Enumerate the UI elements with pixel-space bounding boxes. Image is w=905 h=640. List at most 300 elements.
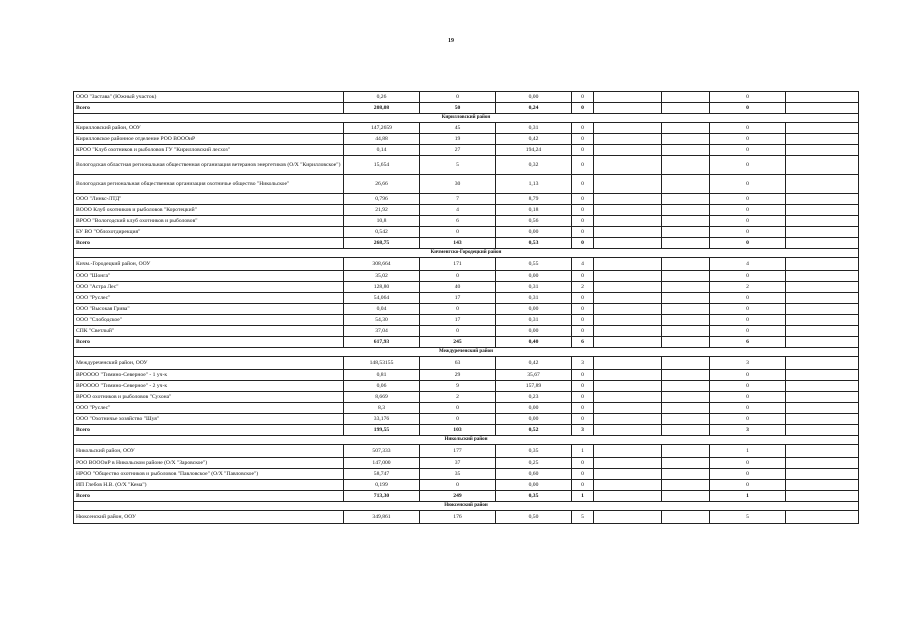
cell-c3: 0,32 <box>496 156 572 175</box>
district-name: Нюксенский район <box>74 502 859 511</box>
cell-c3: 0,31 <box>496 282 572 293</box>
organization-name: ООО "Линкс-ЛТД" <box>74 194 344 205</box>
cell-c7: 0 <box>710 271 786 282</box>
cell-c4: 0 <box>572 134 594 145</box>
cell-c1: 44,88 <box>344 134 420 145</box>
cell-c7: 0 <box>710 238 786 249</box>
cell-c4: 0 <box>572 194 594 205</box>
table-row <box>74 445 859 458</box>
cell-c7: 0 <box>710 156 786 175</box>
cell-c7: 6 <box>710 337 786 348</box>
table-row <box>74 414 859 425</box>
cell-c8 <box>786 370 859 381</box>
cell-c8 <box>786 293 859 304</box>
cell-c1: 0,04 <box>344 304 420 315</box>
cell-c8 <box>786 337 859 348</box>
table-row <box>74 293 859 304</box>
cell-c2: 171 <box>420 258 496 271</box>
cell-c1: 10,8 <box>344 216 420 227</box>
cell-c1: 0,542 <box>344 227 420 238</box>
cell-c8 <box>786 357 859 370</box>
cell-c3: 0,00 <box>496 92 572 103</box>
cell-c6 <box>662 238 710 249</box>
cell-c4: 1 <box>572 491 594 502</box>
cell-c5 <box>594 480 662 491</box>
cell-c1: 308,664 <box>344 258 420 271</box>
organization-name: Всего <box>74 103 344 114</box>
cell-c8 <box>786 216 859 227</box>
cell-c6 <box>662 326 710 337</box>
cell-c4: 0 <box>572 315 594 326</box>
cell-c1: 0,14 <box>344 145 420 156</box>
cell-c5 <box>594 123 662 134</box>
cell-c2: 2 <box>420 392 496 403</box>
cell-c7: 4 <box>710 258 786 271</box>
cell-c4: 0 <box>572 238 594 249</box>
cell-c5 <box>594 458 662 469</box>
cell-c6 <box>662 511 710 524</box>
cell-c1: 21,92 <box>344 205 420 216</box>
cell-c5 <box>594 403 662 414</box>
table-row <box>74 123 859 134</box>
cell-c3: 0,25 <box>496 458 572 469</box>
cell-c1: 199,55 <box>344 425 420 436</box>
cell-c1: 268,75 <box>344 238 420 249</box>
cell-c5 <box>594 205 662 216</box>
organization-name: РОО ВОООиР в Никольском районе (О/Х "Заровское") <box>74 458 344 469</box>
cell-c5 <box>594 357 662 370</box>
cell-c3: 0,18 <box>496 205 572 216</box>
organization-name: ООО "Астра Лес" <box>74 282 344 293</box>
total-row <box>74 491 859 502</box>
cell-c5 <box>594 92 662 103</box>
cell-c7: 2 <box>710 282 786 293</box>
cell-c4: 0 <box>572 381 594 392</box>
cell-c8 <box>786 403 859 414</box>
cell-c7: 0 <box>710 414 786 425</box>
table-row <box>74 469 859 480</box>
cell-c4: 6 <box>572 337 594 348</box>
cell-c3: 8,79 <box>496 194 572 205</box>
cell-c7: 0 <box>710 480 786 491</box>
organization-name: Всего <box>74 425 344 436</box>
cell-c8 <box>786 414 859 425</box>
cell-c7: 0 <box>710 458 786 469</box>
page-number: 19 <box>448 38 454 44</box>
cell-c3: 0,42 <box>496 134 572 145</box>
cell-c1: 54,064 <box>344 293 420 304</box>
cell-c3: 0,50 <box>496 511 572 524</box>
organization-name: БУ ВО "Облохотдирекция" <box>74 227 344 238</box>
cell-c2: 4 <box>420 205 496 216</box>
cell-c2: 0 <box>420 304 496 315</box>
cell-c3: 0,23 <box>496 392 572 403</box>
cell-c2: 40 <box>420 282 496 293</box>
cell-c5 <box>594 227 662 238</box>
table-row <box>74 194 859 205</box>
cell-c1: 8,3 <box>344 403 420 414</box>
organization-name: СПК "Светлый" <box>74 326 344 337</box>
cell-c2: 103 <box>420 425 496 436</box>
cell-c3: 0,00 <box>496 480 572 491</box>
cell-c4: 3 <box>572 425 594 436</box>
cell-c6 <box>662 227 710 238</box>
cell-c3: 194,24 <box>496 145 572 156</box>
cell-c5 <box>594 175 662 194</box>
cell-c7: 0 <box>710 293 786 304</box>
cell-c2: 0 <box>420 271 496 282</box>
cell-c8 <box>786 238 859 249</box>
cell-c2: 17 <box>420 315 496 326</box>
table-row <box>74 511 859 524</box>
district-header-row <box>74 249 859 258</box>
table-row <box>74 258 859 271</box>
cell-c7: 0 <box>710 326 786 337</box>
cell-c8 <box>786 227 859 238</box>
cell-c6 <box>662 156 710 175</box>
cell-c1: 58,747 <box>344 469 420 480</box>
cell-c6 <box>662 357 710 370</box>
cell-c5 <box>594 469 662 480</box>
cell-c6 <box>662 134 710 145</box>
district-name: Кирилловский район <box>74 114 859 123</box>
cell-c7: 0 <box>710 381 786 392</box>
cell-c2: 0 <box>420 414 496 425</box>
cell-c3: 0,35 <box>496 491 572 502</box>
cell-c5 <box>594 293 662 304</box>
cell-c6 <box>662 370 710 381</box>
organization-name: ИП Глебов Н.В. (О/Х "Кема") <box>74 480 344 491</box>
organization-name: ООО "Шонга" <box>74 271 344 282</box>
cell-c8 <box>786 315 859 326</box>
organization-name: ООО "Высокая Грива" <box>74 304 344 315</box>
cell-c5 <box>594 216 662 227</box>
cell-c2: 0 <box>420 92 496 103</box>
cell-c1: 617,93 <box>344 337 420 348</box>
table-row <box>74 145 859 156</box>
cell-c1: 147,000 <box>344 458 420 469</box>
table-row <box>74 227 859 238</box>
cell-c1: 0,26 <box>344 92 420 103</box>
cell-c3: 0,00 <box>496 227 572 238</box>
cell-c6 <box>662 469 710 480</box>
organization-name: Всего <box>74 491 344 502</box>
district-header-row <box>74 502 859 511</box>
cell-c4: 3 <box>572 357 594 370</box>
cell-c1: 208,08 <box>344 103 420 114</box>
table-body <box>74 92 859 524</box>
cell-c4: 0 <box>572 175 594 194</box>
cell-c2: 50 <box>420 103 496 114</box>
cell-c4: 1 <box>572 445 594 458</box>
cell-c4: 0 <box>572 92 594 103</box>
table-row <box>74 357 859 370</box>
cell-c2: 177 <box>420 445 496 458</box>
table-row <box>74 381 859 392</box>
organization-name: Всего <box>74 238 344 249</box>
cell-c7: 3 <box>710 425 786 436</box>
cell-c5 <box>594 491 662 502</box>
total-row <box>74 238 859 249</box>
cell-c5 <box>594 258 662 271</box>
cell-c8 <box>786 271 859 282</box>
cell-c1: 713,30 <box>344 491 420 502</box>
cell-c1: 148,53155 <box>344 357 420 370</box>
cell-c6 <box>662 381 710 392</box>
district-header-row <box>74 436 859 445</box>
cell-c6 <box>662 403 710 414</box>
cell-c4: 0 <box>572 293 594 304</box>
cell-c2: 245 <box>420 337 496 348</box>
cell-c5 <box>594 194 662 205</box>
cell-c6 <box>662 392 710 403</box>
cell-c3: 0,24 <box>496 103 572 114</box>
cell-c7: 0 <box>710 227 786 238</box>
cell-c7: 0 <box>710 103 786 114</box>
cell-c7: 0 <box>710 92 786 103</box>
cell-c4: 0 <box>572 156 594 175</box>
cell-c7: 0 <box>710 304 786 315</box>
cell-c2: 17 <box>420 293 496 304</box>
total-row <box>74 425 859 436</box>
cell-c6 <box>662 425 710 436</box>
cell-c3: 0,53 <box>496 238 572 249</box>
cell-c8 <box>786 511 859 524</box>
organization-name: ВРОО "Вологодский клуб охотников и рыболовов" <box>74 216 344 227</box>
cell-c6 <box>662 458 710 469</box>
organization-name: ООО "Застава" (Южный участок) <box>74 92 344 103</box>
cell-c8 <box>786 134 859 145</box>
cell-c8 <box>786 326 859 337</box>
cell-c4: 0 <box>572 403 594 414</box>
cell-c2: 249 <box>420 491 496 502</box>
cell-c4: 0 <box>572 123 594 134</box>
total-row <box>74 103 859 114</box>
cell-c5 <box>594 326 662 337</box>
cell-c3: 0,40 <box>496 337 572 348</box>
cell-c4: 0 <box>572 414 594 425</box>
cell-c1: 0,796 <box>344 194 420 205</box>
cell-c8 <box>786 458 859 469</box>
hunting-data-table <box>73 91 859 524</box>
cell-c6 <box>662 491 710 502</box>
organization-name: Нюксенский район, ООУ <box>74 511 344 524</box>
cell-c6 <box>662 480 710 491</box>
cell-c2: 29 <box>420 370 496 381</box>
cell-c3: 0,00 <box>496 326 572 337</box>
cell-c7: 0 <box>710 469 786 480</box>
table-row <box>74 304 859 315</box>
cell-c8 <box>786 425 859 436</box>
cell-c1: 0,06 <box>344 381 420 392</box>
cell-c6 <box>662 145 710 156</box>
cell-c2: 27 <box>420 145 496 156</box>
table-row <box>74 175 859 194</box>
cell-c4: 4 <box>572 258 594 271</box>
organization-name: Кирилловское районное отделение РОО ВОООиР <box>74 134 344 145</box>
cell-c3: 0,31 <box>496 123 572 134</box>
cell-c5 <box>594 315 662 326</box>
cell-c5 <box>594 304 662 315</box>
cell-c8 <box>786 145 859 156</box>
cell-c1: 54,30 <box>344 315 420 326</box>
organization-name: ВРОООО "Тимино-Северное" - 1 уч-к <box>74 370 344 381</box>
cell-c3: 1,13 <box>496 175 572 194</box>
table-row <box>74 134 859 145</box>
cell-c3: 0,56 <box>496 216 572 227</box>
cell-c8 <box>786 92 859 103</box>
cell-c4: 0 <box>572 469 594 480</box>
table-row <box>74 271 859 282</box>
table-row <box>74 370 859 381</box>
cell-c3: 0,60 <box>496 469 572 480</box>
organization-name: ВРОООО "Тимино-Северное" - 2 уч-к <box>74 381 344 392</box>
cell-c7: 5 <box>710 511 786 524</box>
cell-c6 <box>662 194 710 205</box>
cell-c1: 37,04 <box>344 326 420 337</box>
cell-c1: 15,654 <box>344 156 420 175</box>
cell-c2: 35 <box>420 469 496 480</box>
cell-c8 <box>786 304 859 315</box>
cell-c4: 0 <box>572 103 594 114</box>
cell-c7: 0 <box>710 392 786 403</box>
cell-c7: 1 <box>710 445 786 458</box>
cell-c3: 0,00 <box>496 414 572 425</box>
table-row <box>74 326 859 337</box>
cell-c8 <box>786 156 859 175</box>
organization-name: Всего <box>74 337 344 348</box>
cell-c7: 1 <box>710 491 786 502</box>
organization-name: Кирилловский район, ООУ <box>74 123 344 134</box>
cell-c3: 157,89 <box>496 381 572 392</box>
table-row <box>74 92 859 103</box>
cell-c3: 0,00 <box>496 403 572 414</box>
table-row <box>74 156 859 175</box>
district-name: Междуреченский район <box>74 348 859 357</box>
organization-name: ООО "Слободское" <box>74 315 344 326</box>
cell-c5 <box>594 425 662 436</box>
cell-c1: 147,2659 <box>344 123 420 134</box>
cell-c7: 0 <box>710 315 786 326</box>
cell-c5 <box>594 392 662 403</box>
organization-name: Никольский район, ООУ <box>74 445 344 458</box>
cell-c1: 35,02 <box>344 271 420 282</box>
cell-c8 <box>786 205 859 216</box>
table-row <box>74 480 859 491</box>
cell-c6 <box>662 445 710 458</box>
organization-name: Междуреченский район, ООУ <box>74 357 344 370</box>
cell-c4: 0 <box>572 227 594 238</box>
cell-c1: 349,861 <box>344 511 420 524</box>
cell-c5 <box>594 370 662 381</box>
cell-c8 <box>786 392 859 403</box>
cell-c4: 0 <box>572 370 594 381</box>
cell-c6 <box>662 315 710 326</box>
cell-c3: 0,31 <box>496 315 572 326</box>
cell-c4: 0 <box>572 304 594 315</box>
cell-c3: 0,55 <box>496 258 572 271</box>
cell-c6 <box>662 92 710 103</box>
cell-c2: 5 <box>420 156 496 175</box>
cell-c1: 26,66 <box>344 175 420 194</box>
cell-c4: 5 <box>572 511 594 524</box>
table-row <box>74 282 859 293</box>
district-header-row <box>74 348 859 357</box>
cell-c8 <box>786 103 859 114</box>
organization-name: ВООО Клуб охотников и рыболовов "Коротецкий" <box>74 205 344 216</box>
cell-c8 <box>786 480 859 491</box>
cell-c7: 0 <box>710 370 786 381</box>
cell-c7: 0 <box>710 403 786 414</box>
cell-c6 <box>662 175 710 194</box>
cell-c5 <box>594 282 662 293</box>
cell-c1: 8,669 <box>344 392 420 403</box>
cell-c2: 0 <box>420 227 496 238</box>
cell-c5 <box>594 511 662 524</box>
cell-c8 <box>786 469 859 480</box>
cell-c5 <box>594 134 662 145</box>
cell-c3: 35,67 <box>496 370 572 381</box>
cell-c4: 0 <box>572 205 594 216</box>
cell-c6 <box>662 216 710 227</box>
cell-c1: 128,80 <box>344 282 420 293</box>
cell-c3: 0,42 <box>496 357 572 370</box>
cell-c5 <box>594 156 662 175</box>
cell-c8 <box>786 445 859 458</box>
cell-c8 <box>786 258 859 271</box>
cell-c5 <box>594 103 662 114</box>
cell-c5 <box>594 337 662 348</box>
cell-c2: 0 <box>420 480 496 491</box>
cell-c6 <box>662 205 710 216</box>
organization-name: НРОО "Общество охотников и рыболовов "Павловское" (О/Х "Павловское") <box>74 469 344 480</box>
cell-c8 <box>786 175 859 194</box>
cell-c4: 0 <box>572 145 594 156</box>
cell-c6 <box>662 103 710 114</box>
cell-c2: 176 <box>420 511 496 524</box>
cell-c2: 30 <box>420 175 496 194</box>
cell-c2: 0 <box>420 403 496 414</box>
cell-c5 <box>594 238 662 249</box>
cell-c7: 0 <box>710 175 786 194</box>
cell-c8 <box>786 123 859 134</box>
district-name: Кичменгско-Городецкий район <box>74 249 859 258</box>
cell-c1: 0,81 <box>344 370 420 381</box>
organization-name: Кичм.-Городецкий район, ООУ <box>74 258 344 271</box>
cell-c4: 0 <box>572 216 594 227</box>
cell-c6 <box>662 304 710 315</box>
cell-c2: 45 <box>420 123 496 134</box>
cell-c3: 0,00 <box>496 271 572 282</box>
cell-c2: 143 <box>420 238 496 249</box>
cell-c2: 19 <box>420 134 496 145</box>
cell-c7: 0 <box>710 194 786 205</box>
organization-name: Вологодская региональная общественная организация охотничье общество "Никольское" <box>74 175 344 194</box>
cell-c1: 0,199 <box>344 480 420 491</box>
cell-c4: 0 <box>572 326 594 337</box>
cell-c6 <box>662 282 710 293</box>
cell-c3: 0,35 <box>496 445 572 458</box>
cell-c5 <box>594 414 662 425</box>
cell-c8 <box>786 282 859 293</box>
cell-c2: 6 <box>420 216 496 227</box>
table-row <box>74 392 859 403</box>
cell-c7: 0 <box>710 123 786 134</box>
cell-c7: 0 <box>710 216 786 227</box>
cell-c4: 0 <box>572 271 594 282</box>
cell-c7: 0 <box>710 145 786 156</box>
cell-c8 <box>786 381 859 392</box>
